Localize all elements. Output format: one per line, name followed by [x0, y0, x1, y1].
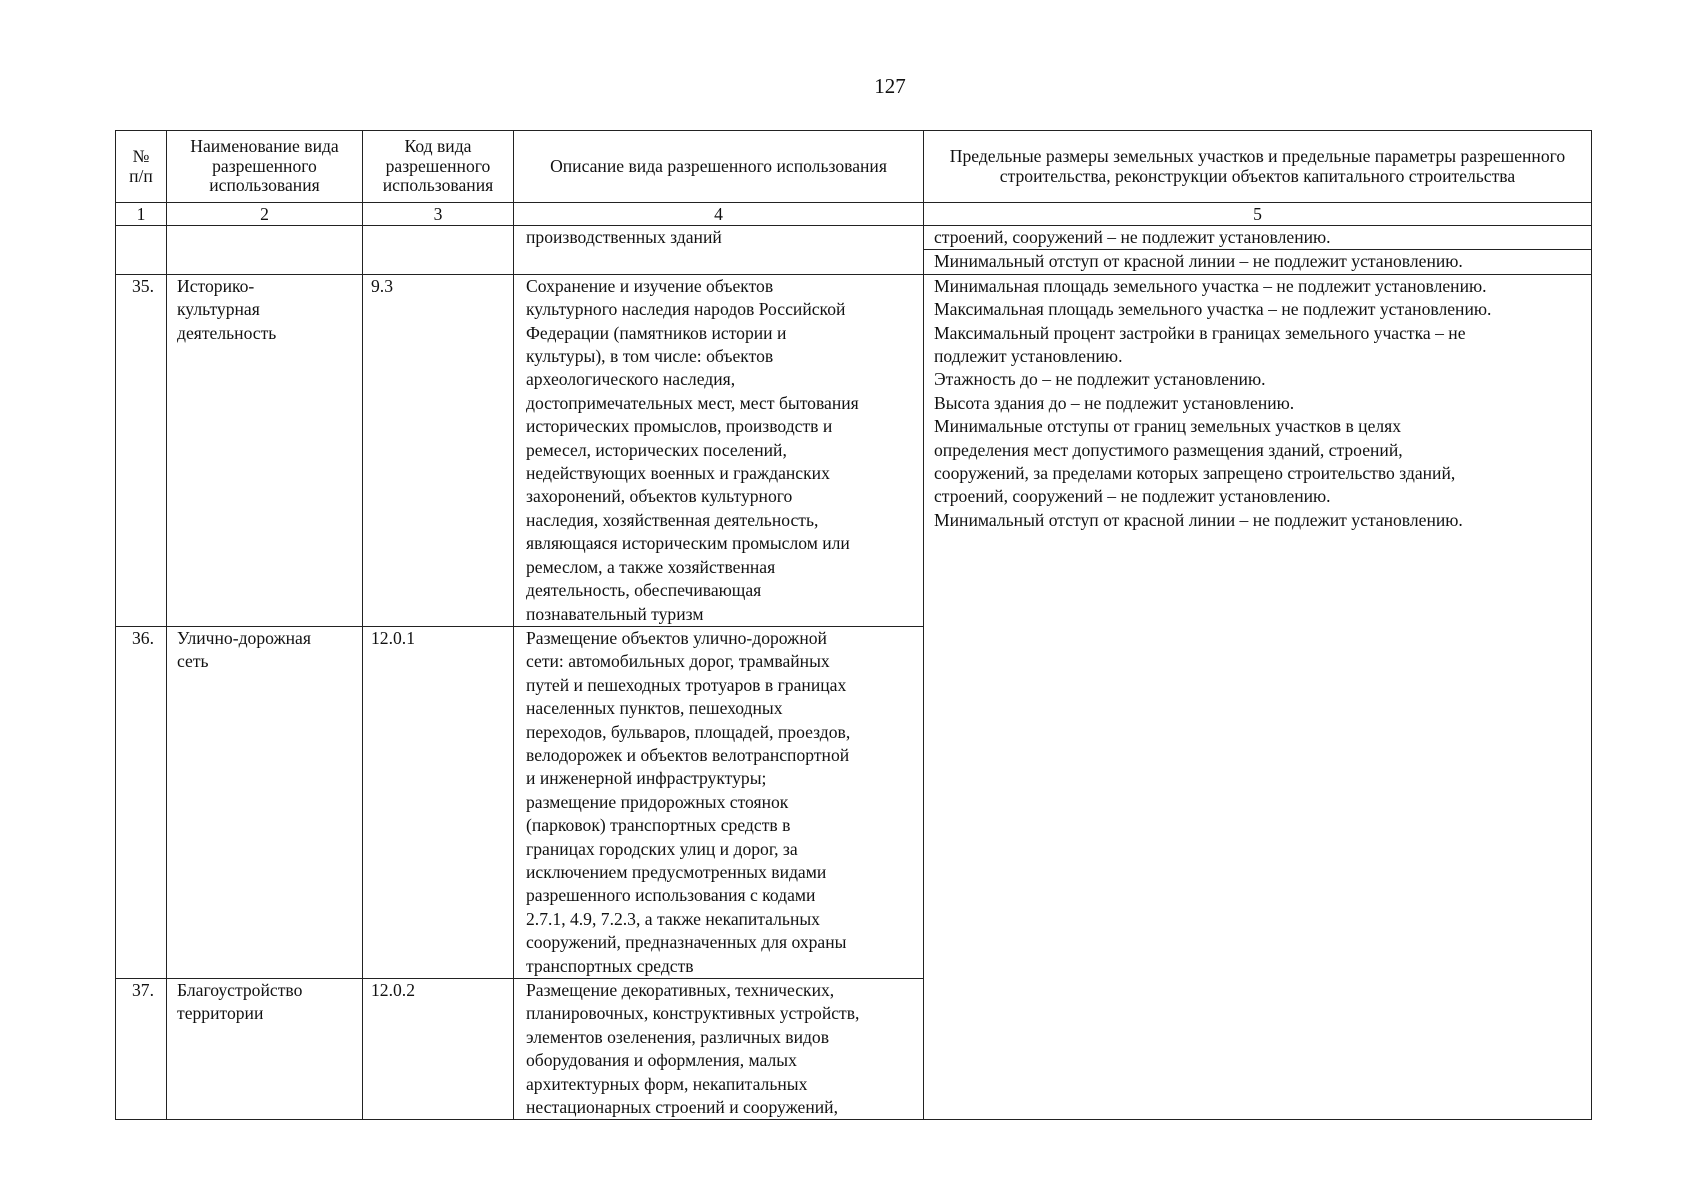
param-max-area: Максимальная площадь земельного участка – не подлежит установлению.	[934, 299, 1492, 320]
row-number: 36.	[116, 626, 167, 978]
param-max-coverage: Максимальный процент застройки в границах земельного участка – не подлежит установлению.	[934, 322, 1466, 367]
row-use-name: Улично-дорожная сеть	[167, 626, 363, 978]
continuation-description: производственных зданий	[514, 226, 924, 275]
continuation-code	[363, 226, 514, 275]
continuation-name	[167, 226, 363, 275]
row-use-code: 12.0.1	[363, 626, 514, 978]
column-number: 1	[116, 203, 167, 226]
column-number: 4	[514, 203, 924, 226]
row-use-name: Благоустройство территории	[167, 979, 363, 1120]
row-number: 35.	[116, 274, 167, 626]
row-use-description	[514, 979, 924, 1120]
row-use-name: Историко- культурная деятельность	[167, 274, 363, 626]
column-number: 2	[167, 203, 363, 226]
param-red-line-setback: Минимальный отступ от красной линии – не подлежит установлению.	[934, 509, 1463, 530]
header-number: № п/п	[116, 131, 167, 203]
header-limit-parameters: Предельные размеры земельных участков и предельные параметры разрешенного строительства, реконструкции объектов капитального строительства	[924, 131, 1592, 203]
table-row	[116, 274, 1592, 626]
page-number: 127	[874, 74, 906, 98]
row-limit-parameters	[924, 274, 1592, 1120]
description-text: Размещение объектов улично-дорожной сети: автомобильных дорог, трамвайных путей и пешеходных тротуаров в границах населенных пунктов, пешеходных переходов, бульваров, площадей, проездов, велодорожек и объектов велотранспортной и инженерной инфраструктуры; размещение придорожных стоянок (парковок) транспортных средств в границах городских улиц и дорог, за исключением предусмотренных видами разрешенного использования с кодами 2.7.1, 4.9, 7.2.3, а также некапитальных сооружений, предназначенных для охраны транспортных средств	[526, 627, 851, 976]
continuation-num	[116, 226, 167, 275]
param-floors: Этажность до – не подлежит установлению.	[934, 369, 1266, 390]
column-number: 5	[924, 203, 1592, 226]
row-use-description	[514, 626, 924, 978]
description-text: Сохранение и изучение объектов культурного наследия народов Российской Федерации (памятников истории и культуры), в том числе: объектов археологического наследия, достопримечательных мест, мест бытования исторических промыслов, производств и ремесел, исторических поселений, недействующих военных и гражданских захоронений, объектов культурного наследия, хозяйственная деятельность, являющаяся историческим промыслом или ремеслом, а также хозяйственная деятельность, обеспечивающая познавательный туризм	[526, 275, 859, 624]
table-header-row	[116, 131, 1592, 203]
continuation-params-line: Минимальный отступ от красной линии – не подлежит установлению.	[924, 250, 1592, 274]
row-number: 37.	[116, 979, 167, 1120]
land-use-table	[115, 130, 1592, 1120]
column-number-row	[116, 203, 1592, 226]
row-use-code: 12.0.2	[363, 979, 514, 1120]
column-number: 3	[363, 203, 514, 226]
continuation-row	[116, 226, 1592, 250]
description-text: Размещение декоративных, технических, планировочных, конструктивных устройств, элементов озеленения, различных видов оборудования и оформления, малых архитектурных форм, некапитальных нестационарных строений и сооружений,	[526, 980, 860, 1118]
header-use-code: Код вида разрешенного использования	[363, 131, 514, 203]
row-use-description	[514, 274, 924, 626]
row-use-code: 9.3	[363, 274, 514, 626]
param-height: Высота здания до – не подлежит установлению.	[934, 392, 1295, 413]
param-min-setbacks: Минимальные отступы от границ земельных участков в целях определения мест допустимого размещения зданий, строений, сооружений, за пределами которых запрещено строительство зданий, строений, сооружений – не подлежит установлению.	[934, 416, 1456, 507]
param-min-area: Минимальная площадь земельного участка – не подлежит установлению.	[934, 275, 1487, 296]
header-use-name: Наименование вида разрешенного использования	[167, 131, 363, 203]
continuation-params-line: строений, сооружений – не подлежит установлению.	[924, 226, 1592, 250]
header-use-description: Описание вида разрешенного использования	[514, 131, 924, 203]
